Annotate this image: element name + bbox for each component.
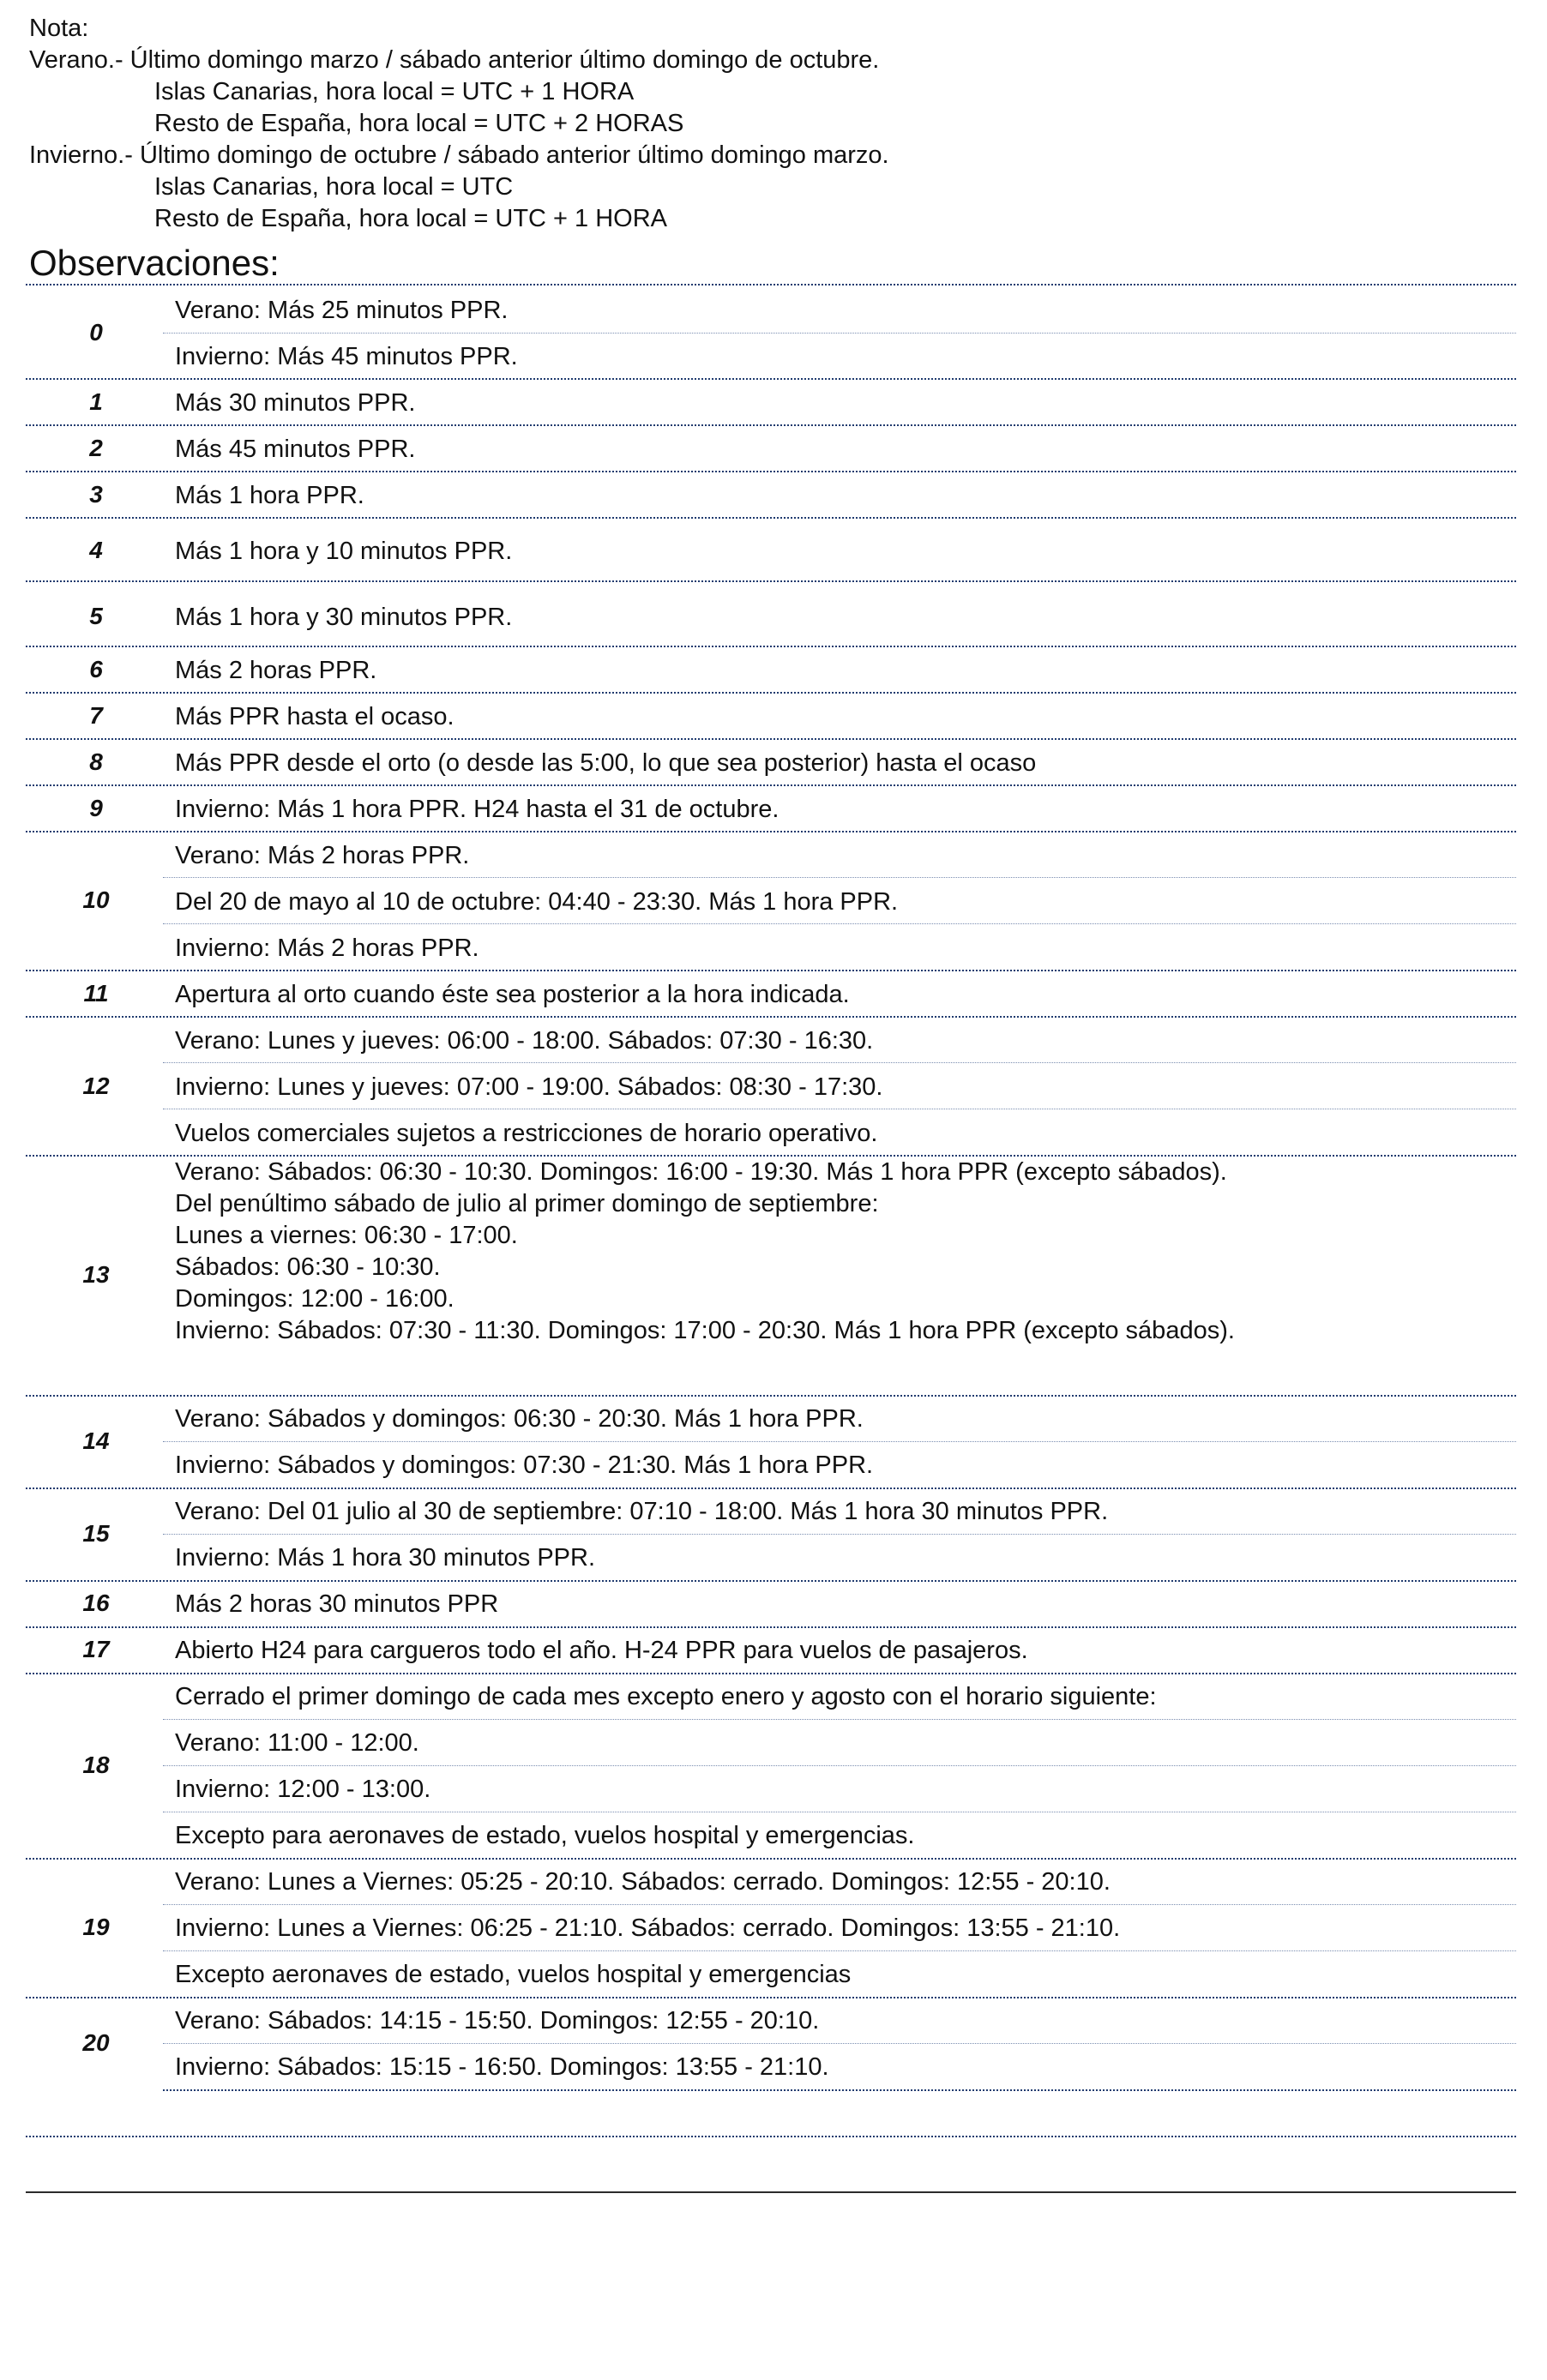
row-text: Verano: Más 25 minutos PPR. xyxy=(175,297,509,324)
table-rule xyxy=(163,2089,1516,2091)
row-text: Verano: Lunes a Viernes: 05:25 - 20:10. Sábados: cerrado. Domingos: 12:55 - 20:10. xyxy=(175,1868,1111,1896)
nota-line: Islas Canarias, hora local = UTC xyxy=(154,173,514,201)
table-rule xyxy=(163,1062,1516,1063)
table-rule xyxy=(26,970,1516,971)
row-number: 16 xyxy=(82,1590,110,1616)
row-text: Invierno: Lunes y jueves: 07:00 - 19:00. Sábados: 08:30 - 17:30. xyxy=(175,1073,883,1101)
table-rule xyxy=(26,378,1516,380)
table-rule xyxy=(26,580,1516,582)
table-rule xyxy=(163,1719,1516,1720)
row-number: 7 xyxy=(89,702,103,729)
nota-title: Nota: xyxy=(29,15,89,42)
row-number: 20 xyxy=(82,2029,110,2056)
row-text: Más 2 horas 30 minutos PPR xyxy=(175,1590,499,1618)
table-rule xyxy=(163,923,1516,924)
table-rule xyxy=(163,877,1516,878)
nota-line: Invierno.- Último domingo de octubre / sábado anterior último domingo marzo. xyxy=(29,141,889,169)
row-number: 5 xyxy=(89,603,103,629)
table-rule xyxy=(26,471,1516,472)
table-rule xyxy=(26,831,1516,832)
row-text: Invierno: Más 1 hora 30 minutos PPR. xyxy=(175,1544,596,1572)
row-number: 0 xyxy=(89,319,103,346)
row-text: Verano: Sábados y domingos: 06:30 - 20:30. Más 1 hora PPR. xyxy=(175,1405,864,1433)
nota-line: Resto de España, hora local = UTC + 2 HORAS xyxy=(154,110,684,137)
table-rule xyxy=(163,1904,1516,1905)
row-text: Verano: 11:00 - 12:00. xyxy=(175,1729,419,1757)
row-number: 19 xyxy=(82,1914,110,1940)
table-rule xyxy=(163,1534,1516,1535)
row-text: Del 20 de mayo al 10 de octubre: 04:40 - 23:30. Más 1 hora PPR. xyxy=(175,888,899,916)
row-text: Excepto aeronaves de estado, vuelos hospital y emergencias xyxy=(175,1961,852,1988)
row-text: Excepto para aeronaves de estado, vuelos hospital y emergencias. xyxy=(175,1822,915,1849)
row-number: 8 xyxy=(89,748,103,775)
table-rule xyxy=(26,284,1516,285)
nota-line: Resto de España, hora local = UTC + 1 HORA xyxy=(154,205,668,232)
table-rule xyxy=(26,1858,1516,1860)
row-text: Verano: Del 01 julio al 30 de septiembre: 07:10 - 18:00. Más 1 hora 30 minutos PPR. xyxy=(175,1498,1109,1525)
row-number: 12 xyxy=(82,1073,110,1099)
table-rule xyxy=(26,1488,1516,1489)
row-text: Apertura al orto cuando éste sea posterior a la hora indicada. xyxy=(175,981,850,1008)
table-rule xyxy=(26,646,1516,647)
row-text: Invierno: Más 2 horas PPR. xyxy=(175,935,479,962)
row-text: Verano: Lunes y jueves: 06:00 - 18:00. Sábados: 07:30 - 16:30. xyxy=(175,1027,874,1055)
table-rule xyxy=(26,1580,1516,1582)
row-number: 17 xyxy=(82,1636,110,1662)
table-rule xyxy=(163,2043,1516,2044)
table-rule xyxy=(163,1950,1516,1951)
row-text: Invierno: Más 1 hora PPR. H24 hasta el 31 de octubre. xyxy=(175,796,780,823)
row-number: 2 xyxy=(89,435,103,461)
row-text: Invierno: Sábados y domingos: 07:30 - 21:30. Más 1 hora PPR. xyxy=(175,1451,874,1479)
table-rule xyxy=(26,738,1516,740)
table-rule xyxy=(26,784,1516,786)
row-text-multiline: Verano: Sábados: 06:30 - 10:30. Domingos: 16:00 - 19:30. Más 1 hora PPR (excepto sábados). Del penúltimo sábado de julio al primer domingo de septiembre: Lunes a viernes: 06:30 - 17:00. Sábados: 06:30 - 10:30. Domingos: 12:00 - 16:00. Invierno: Sábados: 07:30 - 11:30. Domingos: 17:00 - 20:30. Más 1 hora PPR (excepto sábados). xyxy=(175,1158,1235,1344)
table-rule xyxy=(26,517,1516,519)
row-text: Más 1 hora PPR. xyxy=(175,482,364,509)
table-rule xyxy=(26,1997,1516,1998)
table-rule xyxy=(26,1626,1516,1628)
row-text: Invierno: Lunes a Viernes: 06:25 - 21:10. Sábados: cerrado. Domingos: 13:55 - 21:10. xyxy=(175,1914,1121,1942)
row-number: 18 xyxy=(82,1752,110,1778)
table-rule xyxy=(26,1395,1516,1397)
row-text: Invierno: Más 45 minutos PPR. xyxy=(175,343,518,370)
table-rule xyxy=(26,1673,1516,1674)
row-text: Verano: Sábados: 14:15 - 15:50. Domingos: 12:55 - 20:10. xyxy=(175,2007,820,2034)
nota-line: Verano.- Último domingo marzo / sábado anterior último domingo de octubre. xyxy=(29,46,880,74)
row-number: 1 xyxy=(89,388,103,415)
row-text: Verano: Más 2 horas PPR. xyxy=(175,842,470,869)
nota-line: Islas Canarias, hora local = UTC + 1 HORA xyxy=(154,78,635,105)
row-number: 10 xyxy=(82,886,110,913)
row-text: Más 1 hora y 30 minutos PPR. xyxy=(175,604,513,631)
table-rule xyxy=(163,1441,1516,1442)
row-number: 6 xyxy=(89,656,103,682)
row-text: Más 30 minutos PPR. xyxy=(175,389,416,417)
table-rule xyxy=(163,333,1516,334)
row-text: Abierto H24 para cargueros todo el año. H-24 PPR para vuelos de pasajeros. xyxy=(175,1637,1028,1664)
row-text: Más 45 minutos PPR. xyxy=(175,436,416,463)
row-number: 13 xyxy=(82,1261,110,1288)
row-number: 3 xyxy=(89,481,103,508)
row-number: 9 xyxy=(89,795,103,821)
row-text: Más 1 hora y 10 minutos PPR. xyxy=(175,538,513,565)
bottom-rule xyxy=(26,2191,1516,2193)
table-rule xyxy=(163,1765,1516,1766)
observaciones-heading: Observaciones: xyxy=(29,243,280,283)
row-number: 14 xyxy=(82,1427,110,1454)
row-text: Vuelos comerciales sujetos a restricciones de horario operativo. xyxy=(175,1120,878,1147)
row-text: Invierno: Sábados: 15:15 - 16:50. Domingos: 13:55 - 21:10. xyxy=(175,2053,829,2081)
row-number: 15 xyxy=(82,1520,110,1547)
row-text: Cerrado el primer domingo de cada mes excepto enero y agosto con el horario siguiente: xyxy=(175,1683,1157,1710)
row-text: Invierno: 12:00 - 13:00. xyxy=(175,1776,431,1803)
row-number: 11 xyxy=(83,980,109,1007)
table-rule xyxy=(26,424,1516,426)
table-rule xyxy=(26,2136,1516,2137)
table-rule xyxy=(26,1016,1516,1018)
row-text: Más 2 horas PPR. xyxy=(175,657,377,684)
row-text: Más PPR desde el orto (o desde las 5:00, lo que sea posterior) hasta el ocaso xyxy=(175,749,1037,777)
row-number: 4 xyxy=(89,537,103,563)
table-rule xyxy=(26,692,1516,694)
row-text: Más PPR hasta el ocaso. xyxy=(175,703,454,730)
